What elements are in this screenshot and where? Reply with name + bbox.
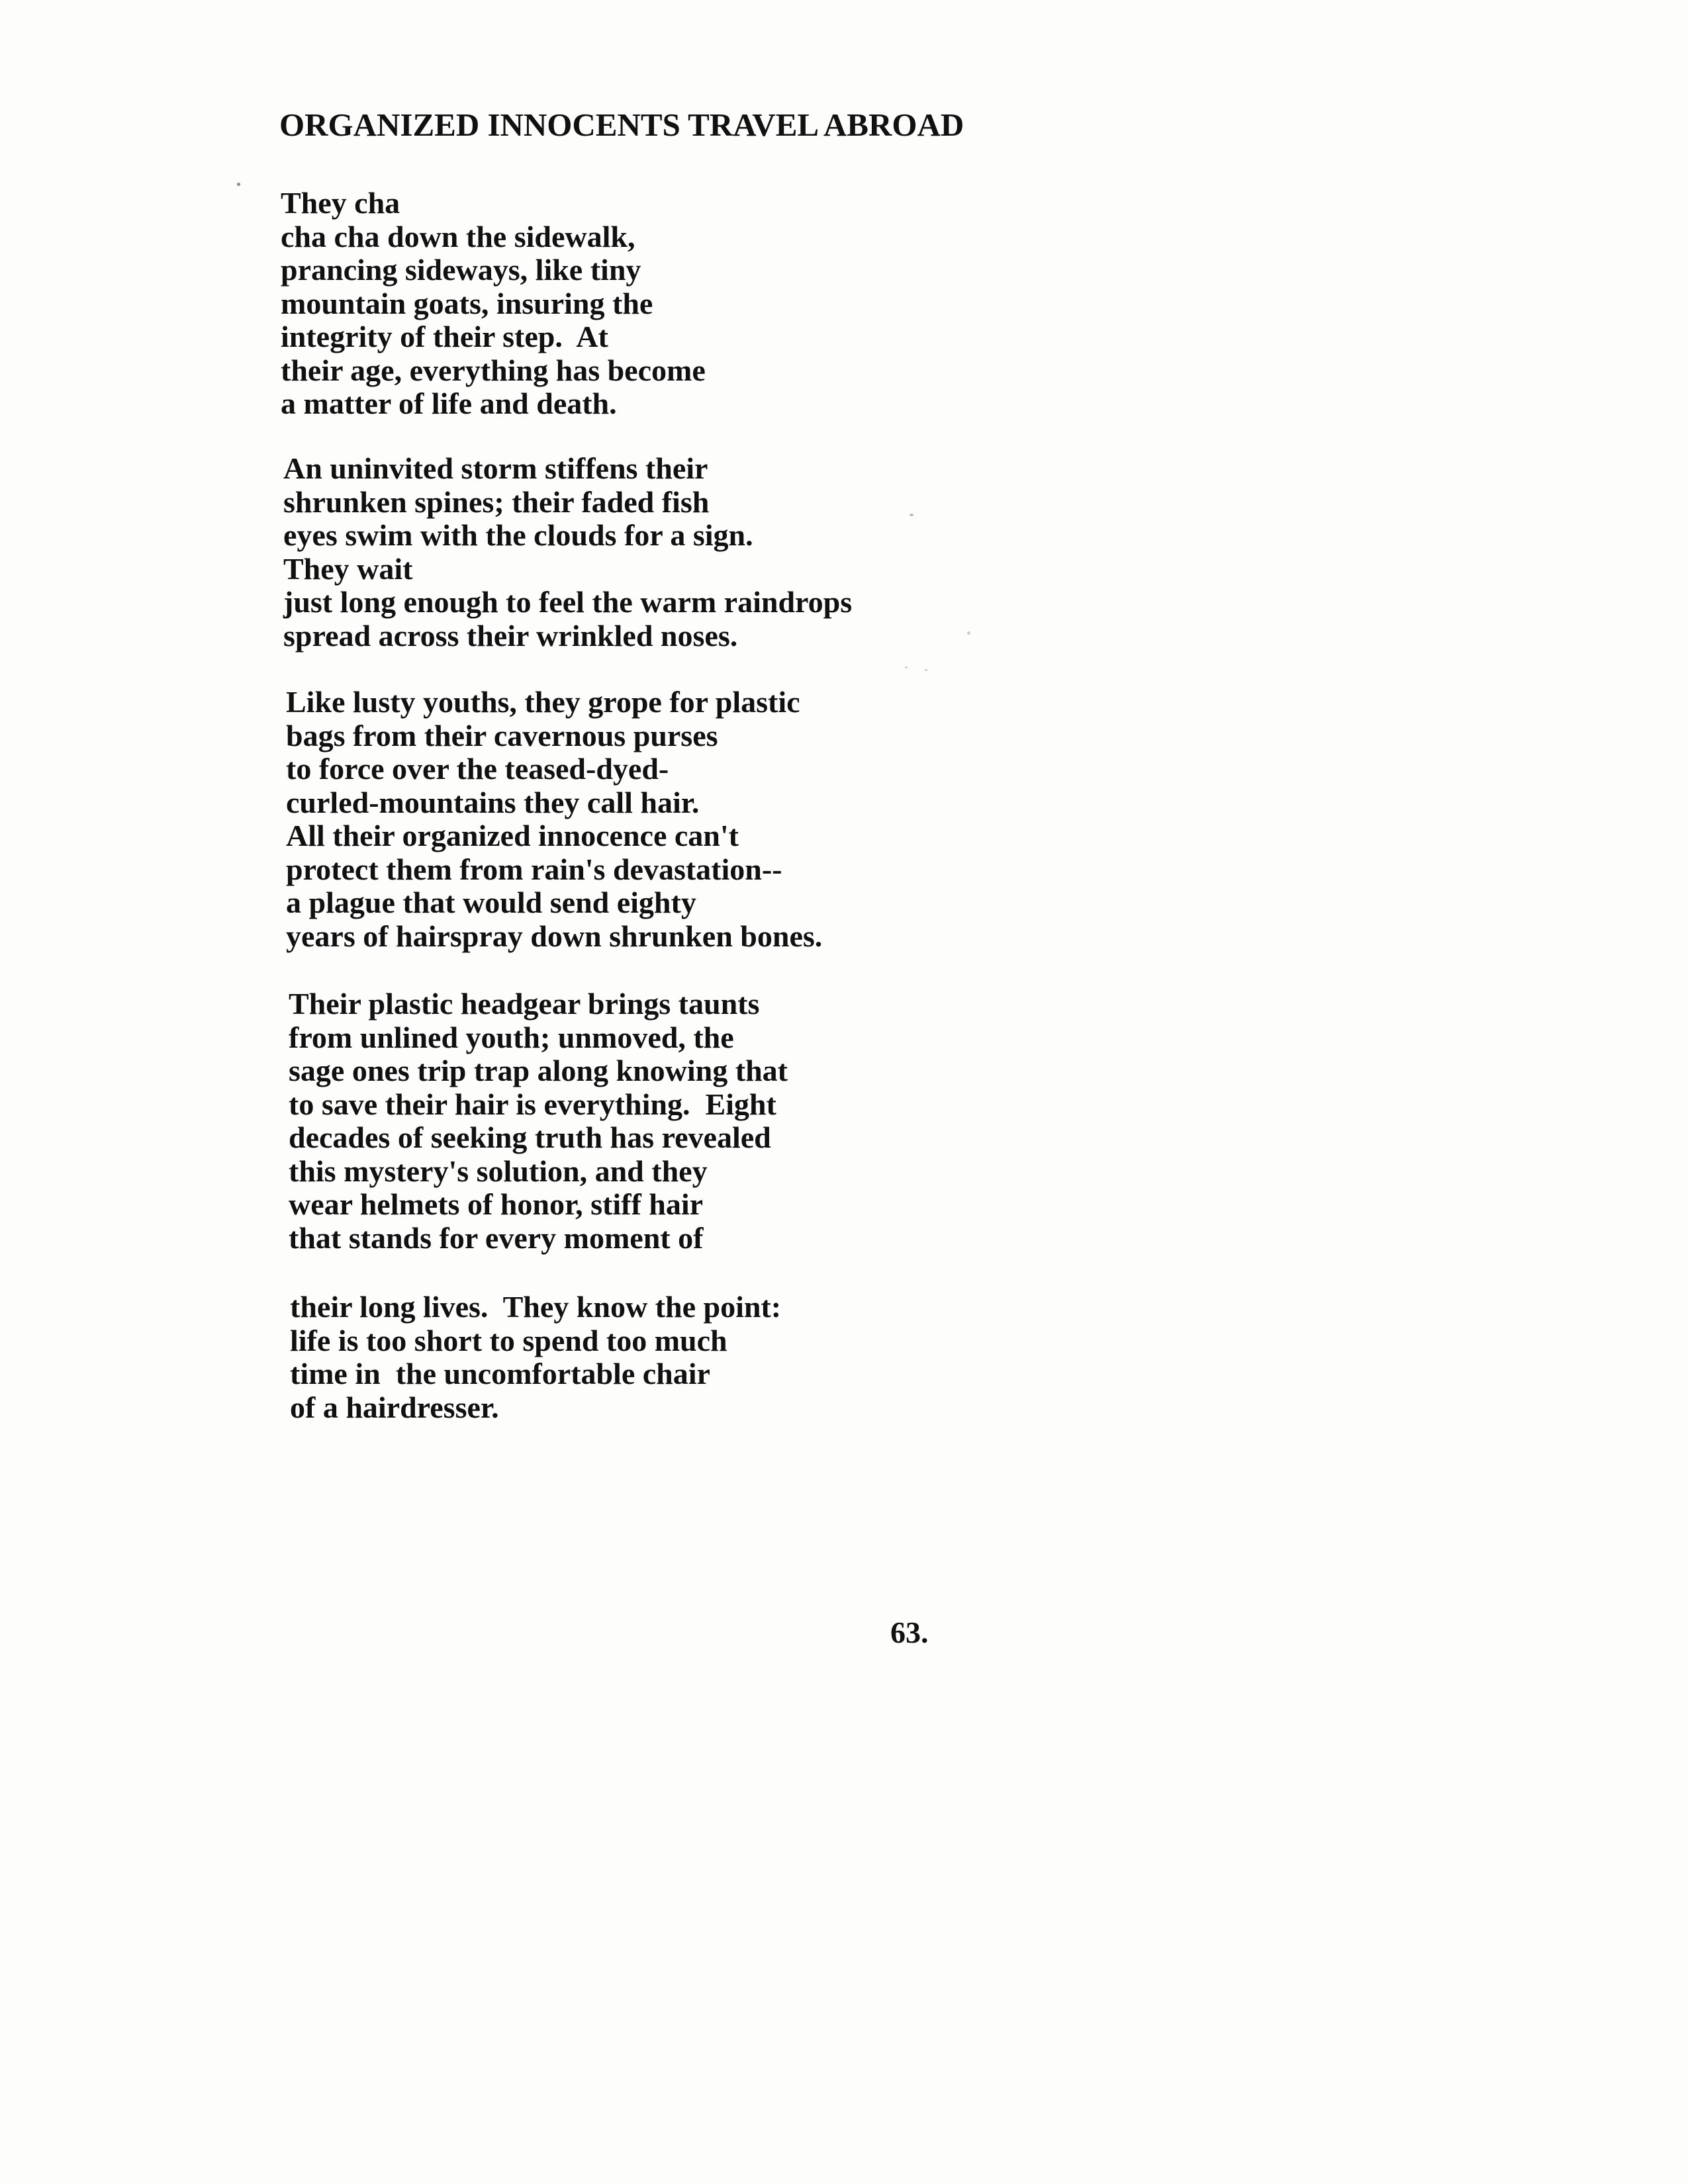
poem-line: protect them from rain's devastation-- [286,852,782,886]
poem-line: All their organized innocence can't [286,819,739,852]
poem-line: sage ones trip trap along knowing that [289,1054,788,1087]
stanza [286,686,822,953]
poem-line: of a hairdresser. [290,1390,499,1424]
poem-line: eyes swim with the clouds for a sign. [283,518,753,552]
poem-line: time in the uncomfortable chair [290,1357,710,1390]
poem-line: They cha [281,186,400,220]
poem-line: They wait [283,551,413,586]
scan-speck [967,631,970,635]
poem-line: mountain goats, insuring the [281,286,653,320]
poem-line: wear helmets of honor, stiff hair [289,1187,704,1221]
poem-line: to force over the teased-dyed- [286,752,669,786]
poem-line: spread across their wrinkled noses. [283,618,738,653]
poem-line: their age, everything has become [281,353,706,387]
poem-line: Their plastic headgear brings taunts [289,987,760,1021]
stanza [281,187,706,421]
page-number: 63. [890,1615,929,1649]
scan-speck [910,514,914,516]
poem-line: to save their hair is everything. Eight [289,1087,776,1121]
poem-line: from unlined youth; unmoved, the [289,1020,734,1054]
scan-speck [237,183,240,186]
poem-line: curled-mountains they call hair. [286,785,700,819]
poem-line: that stands for every moment of [289,1220,704,1255]
poem-line: this mystery's solution, and they [289,1154,708,1188]
poem-line: shrunken spines; their faded fish [283,484,710,519]
poem-line: just long enough to feel the warm raindrops [283,585,853,619]
poem-line: Like lusty youths, they grope for plastic [286,685,800,719]
poem-line: integrity of their step. At [281,320,608,353]
poem-line: life is too short to spend too much [290,1323,727,1357]
scan-speck [905,666,908,668]
poem-line: years of hairspray down shrunken bones. [286,919,823,953]
poem-title: ORGANIZED INNOCENTS TRAVEL ABROAD [279,107,964,143]
poem-line: bags from their cavernous purses [286,718,718,752]
poem-line: prancing sideways, like tiny [281,253,641,287]
poem-line: cha cha down the sidewalk, [281,219,635,253]
stanza [290,1291,781,1424]
stanza [289,987,788,1255]
poem-line: a plague that would send eighty [286,886,696,919]
poem-line: a matter of life and death. [281,387,617,420]
stanza [283,452,852,653]
poem-line: decades of seeking truth has revealed [289,1120,771,1154]
scan-speck [925,669,927,671]
poem-line: An uninvited storm stiffens their [283,451,708,485]
poem-line: their long lives. They know the point: [290,1290,782,1324]
